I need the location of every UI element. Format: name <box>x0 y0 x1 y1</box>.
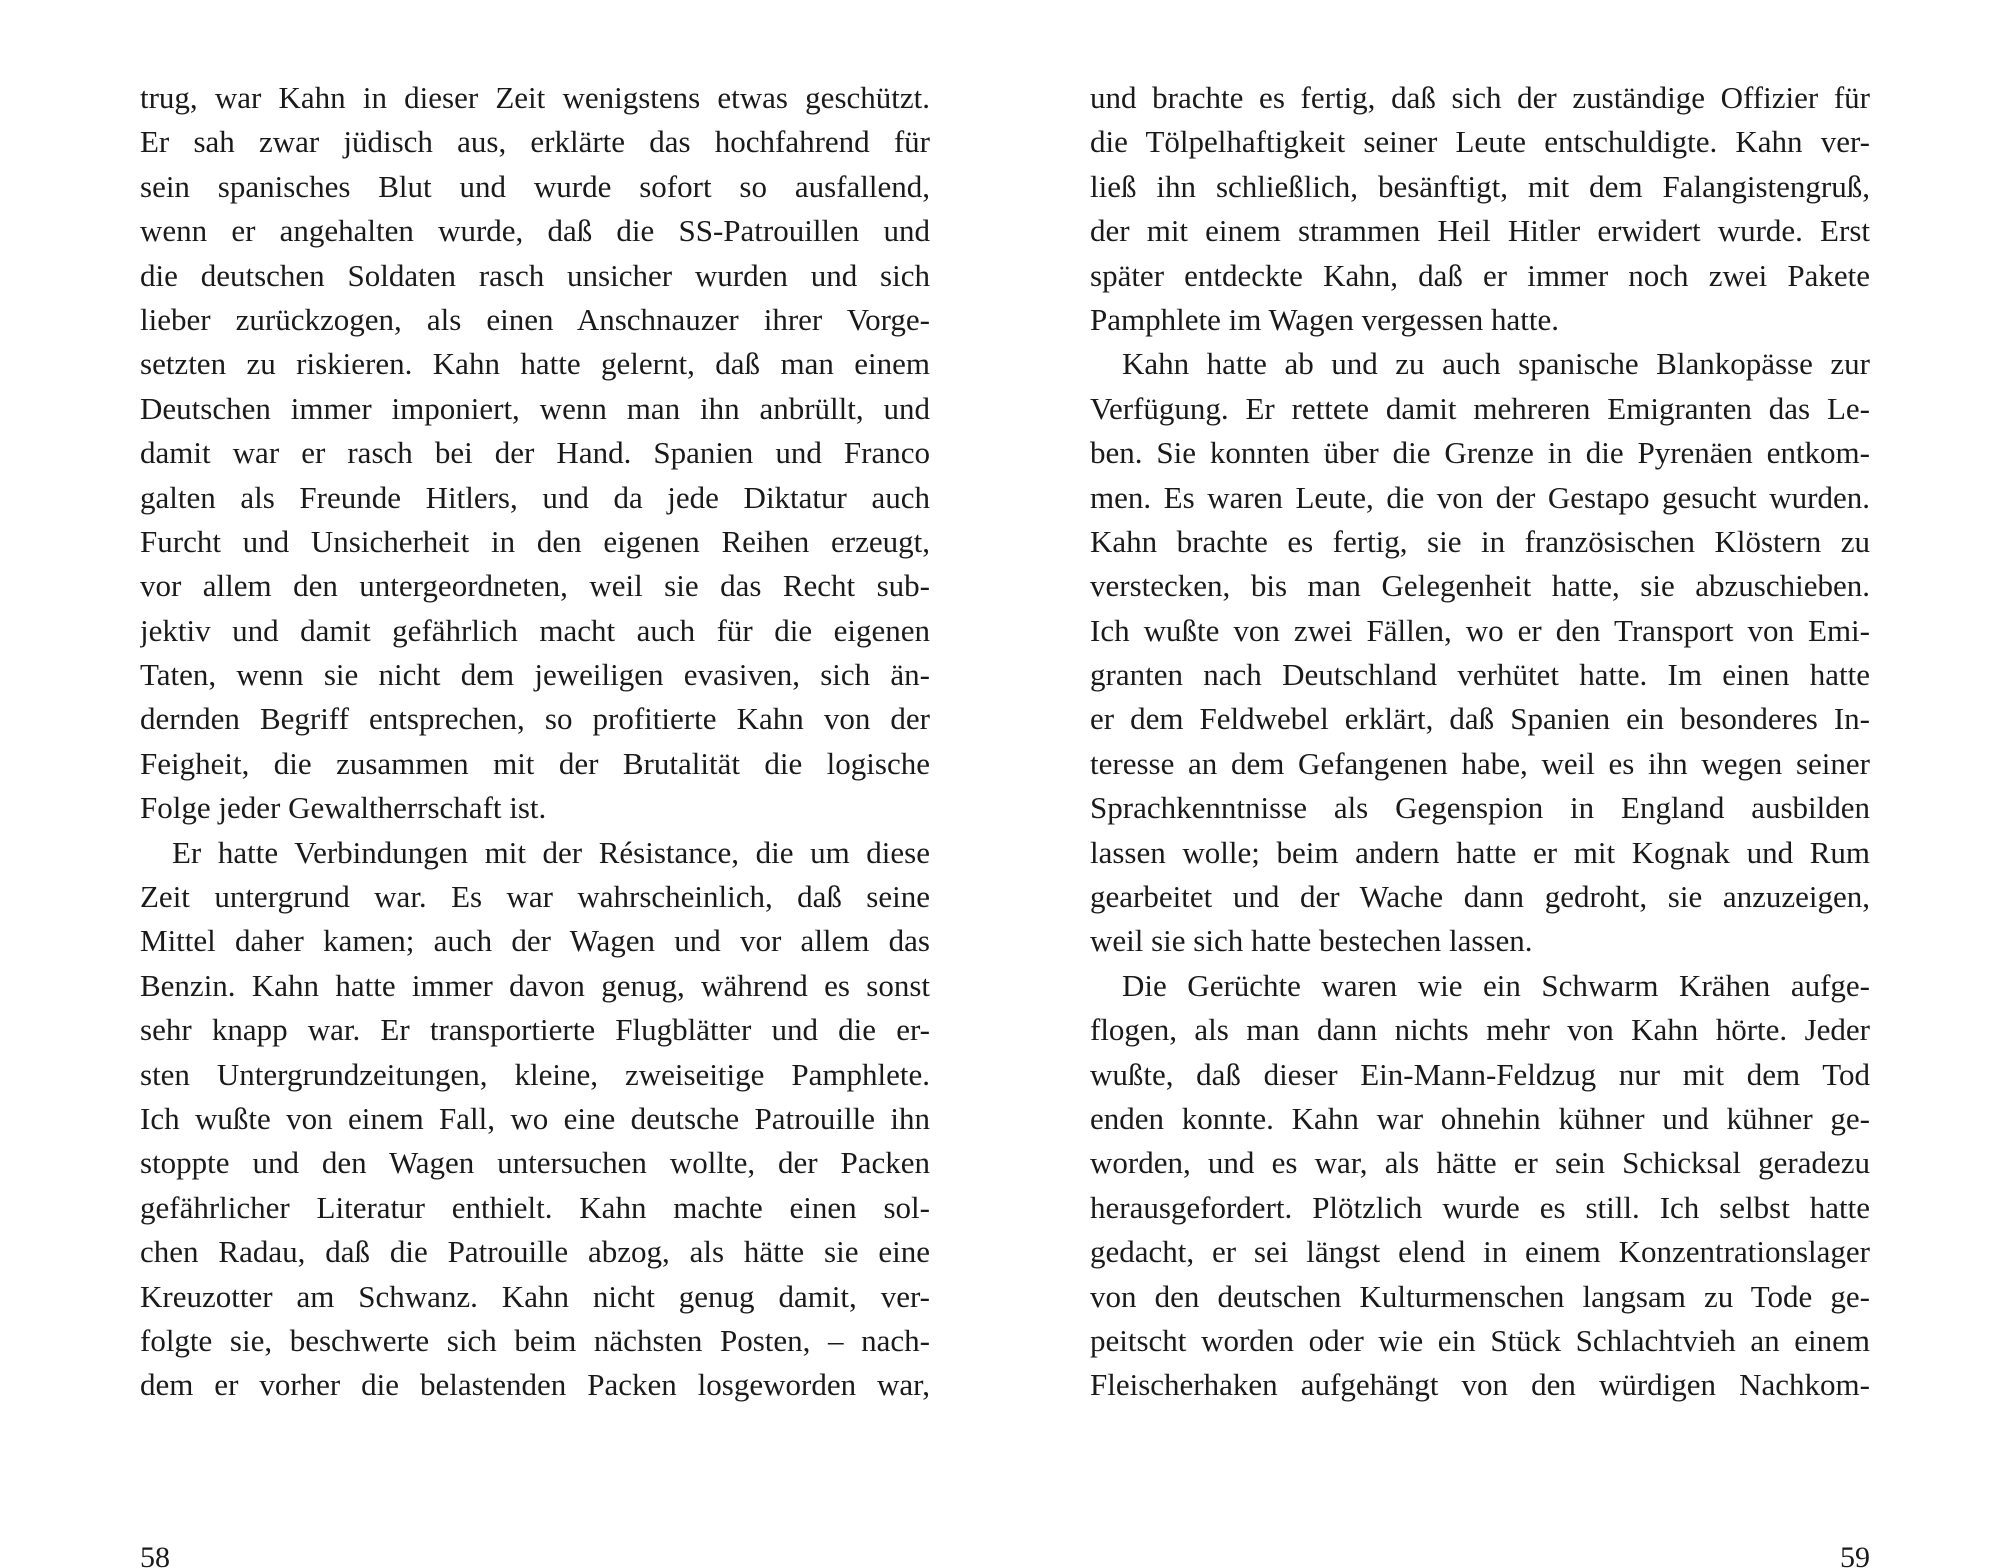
text-line: lassen wolle; beim andern hatte er mit Kognak und Rum <box>1090 834 1870 870</box>
page-number: 58 <box>140 1541 170 1568</box>
text-line: weil sie sich hatte bestechen lassen. <box>1090 923 1533 959</box>
text-line: er dem Feldwebel erklärt, daß Spanien ein besonderes In- <box>1090 701 1870 737</box>
text-line: enden konnte. Kahn war ohnehin kühner und kühner ge- <box>1090 1100 1870 1136</box>
text-line: Mittel daher kamen; auch der Wagen und vor allem das <box>140 923 930 959</box>
text-line: men. Es waren Leute, die von der Gestapo gesucht wurden. <box>1090 479 1870 515</box>
text-line: Er hatte Verbindungen mit der Résistance, die um diese <box>172 834 930 870</box>
text-line: Taten, wenn sie nicht dem jeweiligen evasiven, sich än- <box>140 657 930 693</box>
text-line: und brachte es fertig, daß sich der zuständige Offizier für <box>1090 80 1870 115</box>
right-page <box>1090 76 1870 1568</box>
text-line: Zeit untergrund war. Es war wahrscheinlich, daß seine <box>140 879 930 915</box>
text-line: trug, war Kahn in dieser Zeit wenigstens etwas geschützt. <box>140 80 930 115</box>
text-line: wußte, daß dieser Ein-Mann-Feldzug nur mit dem Tod <box>1090 1056 1870 1092</box>
text-line: ließ ihn schließlich, besänftigt, mit dem Falangistengruß, <box>1090 168 1870 204</box>
text-line: gedacht, er sei längst elend in einem Konzentrationslager <box>1090 1234 1870 1270</box>
text-line: von den deutschen Kulturmenschen langsam zu Tode ge- <box>1090 1278 1870 1314</box>
text-line: die Tölpelhaftigkeit seiner Leute entschuldigte. Kahn ver- <box>1090 124 1870 160</box>
right-page-text <box>1090 76 1870 1408</box>
text-line: später entdeckte Kahn, daß er immer noch zwei Pakete <box>1090 257 1870 293</box>
page-number: 59 <box>1840 1541 1870 1568</box>
text-line: sehr knapp war. Er transportierte Flugblätter und die er- <box>140 1012 930 1048</box>
text-line: lieber zurückzogen, als einen Anschnauzer ihrer Vorge- <box>140 301 930 337</box>
text-line: Kahn hatte ab und zu auch spanische Blankopässe zur <box>1122 346 1870 382</box>
text-line: Die Gerüchte waren wie ein Schwarm Krähen aufge- <box>1122 967 1870 1003</box>
left-page-text <box>140 76 930 1408</box>
text-line: Sprachkenntnisse als Gegenspion in England ausbilden <box>1090 790 1870 826</box>
text-line: vor allem den untergeordneten, weil sie das Recht sub- <box>140 568 930 604</box>
text-line: folgte sie, beschwerte sich beim nächsten Posten, – nach- <box>140 1322 930 1358</box>
text-line: teresse an dem Gefangenen habe, weil es ihn wegen seiner <box>1090 745 1870 781</box>
text-line: galten als Freunde Hitlers, und da jede Diktatur auch <box>140 479 930 515</box>
text-line: verstecken, bis man Gelegenheit hatte, sie abzuschieben. <box>1090 568 1870 604</box>
text-line: chen Radau, daß die Patrouille abzog, als hätte sie eine <box>140 1234 930 1270</box>
text-line: jektiv und damit gefährlich macht auch für die eigenen <box>140 612 930 648</box>
text-line: Er sah zwar jüdisch aus, erklärte das hochfahrend für <box>140 124 930 160</box>
left-page <box>140 76 930 1568</box>
text-line: Fleischerhaken aufgehängt von den würdigen Nachkom- <box>1090 1367 1870 1403</box>
text-line: worden, und es war, als hätte er sein Schicksal geradezu <box>1090 1145 1870 1181</box>
text-line: damit war er rasch bei der Hand. Spanien und Franco <box>140 435 930 471</box>
text-line: Kreuzotter am Schwanz. Kahn nicht genug damit, ver- <box>140 1278 930 1314</box>
text-line: Ich wußte von einem Fall, wo eine deutsche Patrouille ihn <box>140 1100 930 1136</box>
text-line: Ich wußte von zwei Fällen, wo er den Transport von Emi- <box>1090 612 1870 648</box>
text-line: wenn er angehalten wurde, daß die SS-Patrouillen und <box>140 213 930 249</box>
text-line: granten nach Deutschland verhütet hatte. Im einen hatte <box>1090 657 1870 693</box>
text-line: dem er vorher die belastenden Packen losgeworden war, <box>140 1367 930 1403</box>
text-line: herausgefordert. Plötzlich wurde es still. Ich selbst hatte <box>1090 1189 1870 1225</box>
text-line: dernden Begriff entsprechen, so profitierte Kahn von der <box>140 701 930 737</box>
text-line: Feigheit, die zusammen mit der Brutalität die logische <box>140 745 930 781</box>
text-line: Verfügung. Er rettete damit mehreren Emigranten das Le- <box>1090 390 1870 426</box>
text-line: flogen, als man dann nichts mehr von Kahn hörte. Jeder <box>1090 1012 1870 1048</box>
text-line: peitscht worden oder wie ein Stück Schlachtvieh an einem <box>1090 1322 1870 1358</box>
text-line: Benzin. Kahn hatte immer davon genug, während es sonst <box>140 967 930 1003</box>
text-line: gearbeitet und der Wache dann gedroht, sie anzuzeigen, <box>1090 879 1870 915</box>
text-line: Kahn brachte es fertig, sie in französischen Klöstern zu <box>1090 523 1870 559</box>
text-line: Pamphlete im Wagen vergessen hatte. <box>1090 301 1559 337</box>
text-line: sten Untergrundzeitungen, kleine, zweiseitige Pamphlete. <box>140 1056 930 1092</box>
text-line: ben. Sie konnten über die Grenze in die Pyrenäen entkom- <box>1090 435 1870 471</box>
text-line: Furcht und Unsicherheit in den eigenen Reihen erzeugt, <box>140 523 930 559</box>
text-line: setzten zu riskieren. Kahn hatte gelernt, daß man einem <box>140 346 930 382</box>
text-line: der mit einem strammen Heil Hitler erwidert wurde. Erst <box>1090 213 1870 249</box>
text-line: sein spanisches Blut und wurde sofort so ausfallend, <box>140 168 930 204</box>
text-line: die deutschen Soldaten rasch unsicher wurden und sich <box>140 257 930 293</box>
text-line: Folge jeder Gewaltherrschaft ist. <box>140 790 547 826</box>
text-line: stoppte und den Wagen untersuchen wollte, der Packen <box>140 1145 930 1181</box>
text-line: Deutschen immer imponiert, wenn man ihn anbrüllt, und <box>140 390 930 426</box>
text-line: gefährlicher Literatur enthielt. Kahn machte einen sol- <box>140 1189 930 1225</box>
